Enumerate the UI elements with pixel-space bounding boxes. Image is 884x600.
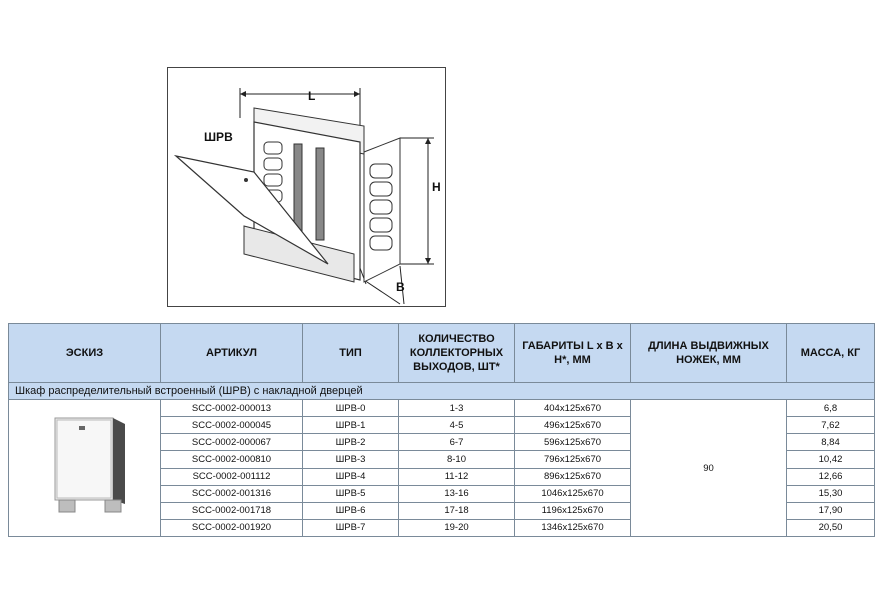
cell-article: SCC-0002-000013 <box>161 400 303 417</box>
cell-article: SCC-0002-001920 <box>161 519 303 536</box>
section-row <box>9 383 875 400</box>
cell-type: ШРВ-2 <box>303 434 399 451</box>
header-article: АРТИКУЛ <box>161 324 303 383</box>
cell-article: SCC-0002-001316 <box>161 485 303 502</box>
product-thumbnail <box>9 400 161 537</box>
header-outlets: КОЛИЧЕСТВО КОЛЛЕКТОРНЫХ ВЫХОДОВ, ШТ* <box>399 324 515 383</box>
cabinet-photo-image <box>9 400 161 536</box>
cell-type: ШРВ-0 <box>303 400 399 417</box>
header-sketch: ЭСКИЗ <box>9 324 161 383</box>
cabinet-drawing <box>168 68 445 306</box>
cabinet-diagram <box>167 67 446 307</box>
cell-type: ШРВ-3 <box>303 451 399 468</box>
label-depth: B <box>396 280 405 294</box>
cell-mass: 20,50 <box>787 519 875 536</box>
cell-dimensions: 496x125x670 <box>515 417 631 434</box>
label-length: L <box>308 89 316 103</box>
cell-type: ШРВ-7 <box>303 519 399 536</box>
cell-type: ШРВ-5 <box>303 485 399 502</box>
cell-dimensions: 596x125x670 <box>515 434 631 451</box>
cell-mass: 6,8 <box>787 400 875 417</box>
header-legs: ДЛИНА ВЫДВИЖНЫХ НОЖЕК, ММ <box>631 324 787 383</box>
cell-mass: 15,30 <box>787 485 875 502</box>
cell-outlets: 11-12 <box>399 468 515 485</box>
cell-dimensions: 796x125x670 <box>515 451 631 468</box>
table-header-row <box>9 324 875 383</box>
cell-type: ШРВ-1 <box>303 417 399 434</box>
spec-table <box>8 323 875 537</box>
cell-mass: 7,62 <box>787 417 875 434</box>
cell-outlets: 17-18 <box>399 502 515 519</box>
cell-article: SCC-0002-000810 <box>161 451 303 468</box>
cell-article: SCC-0002-001112 <box>161 468 303 485</box>
cell-outlets: 19-20 <box>399 519 515 536</box>
cell-outlets: 6-7 <box>399 434 515 451</box>
label-height: H <box>432 180 441 194</box>
header-mass: МАССА, КГ <box>787 324 875 383</box>
cell-type: ШРВ-4 <box>303 468 399 485</box>
cell-dimensions: 1346x125x670 <box>515 519 631 536</box>
cell-dimensions: 1196x125x670 <box>515 502 631 519</box>
cell-article: SCC-0002-000067 <box>161 434 303 451</box>
cell-mass: 10,42 <box>787 451 875 468</box>
cell-mass: 12,66 <box>787 468 875 485</box>
cell-article: SCC-0002-000045 <box>161 417 303 434</box>
header-type: ТИП <box>303 324 399 383</box>
cell-dimensions: 404x125x670 <box>515 400 631 417</box>
cell-outlets: 13-16 <box>399 485 515 502</box>
label-cabinet-name: ШРВ <box>204 130 233 144</box>
cell-outlets: 1-3 <box>399 400 515 417</box>
section-title: Шкаф распределительный встроенный (ШРВ) с накладной дверцей <box>9 383 875 400</box>
cell-outlets: 8-10 <box>399 451 515 468</box>
cell-legs: 90 <box>631 400 787 537</box>
cell-mass: 8,84 <box>787 434 875 451</box>
cell-article: SCC-0002-001718 <box>161 502 303 519</box>
cell-outlets: 4-5 <box>399 417 515 434</box>
cell-dimensions: 1046x125x670 <box>515 485 631 502</box>
cell-mass: 17,90 <box>787 502 875 519</box>
table-row <box>9 400 875 417</box>
dimension-line-b <box>364 280 400 304</box>
cell-type: ШРВ-6 <box>303 502 399 519</box>
header-dimensions: ГАБАРИТЫ L x B x H*, ММ <box>515 324 631 383</box>
cell-dimensions: 896x125x670 <box>515 468 631 485</box>
